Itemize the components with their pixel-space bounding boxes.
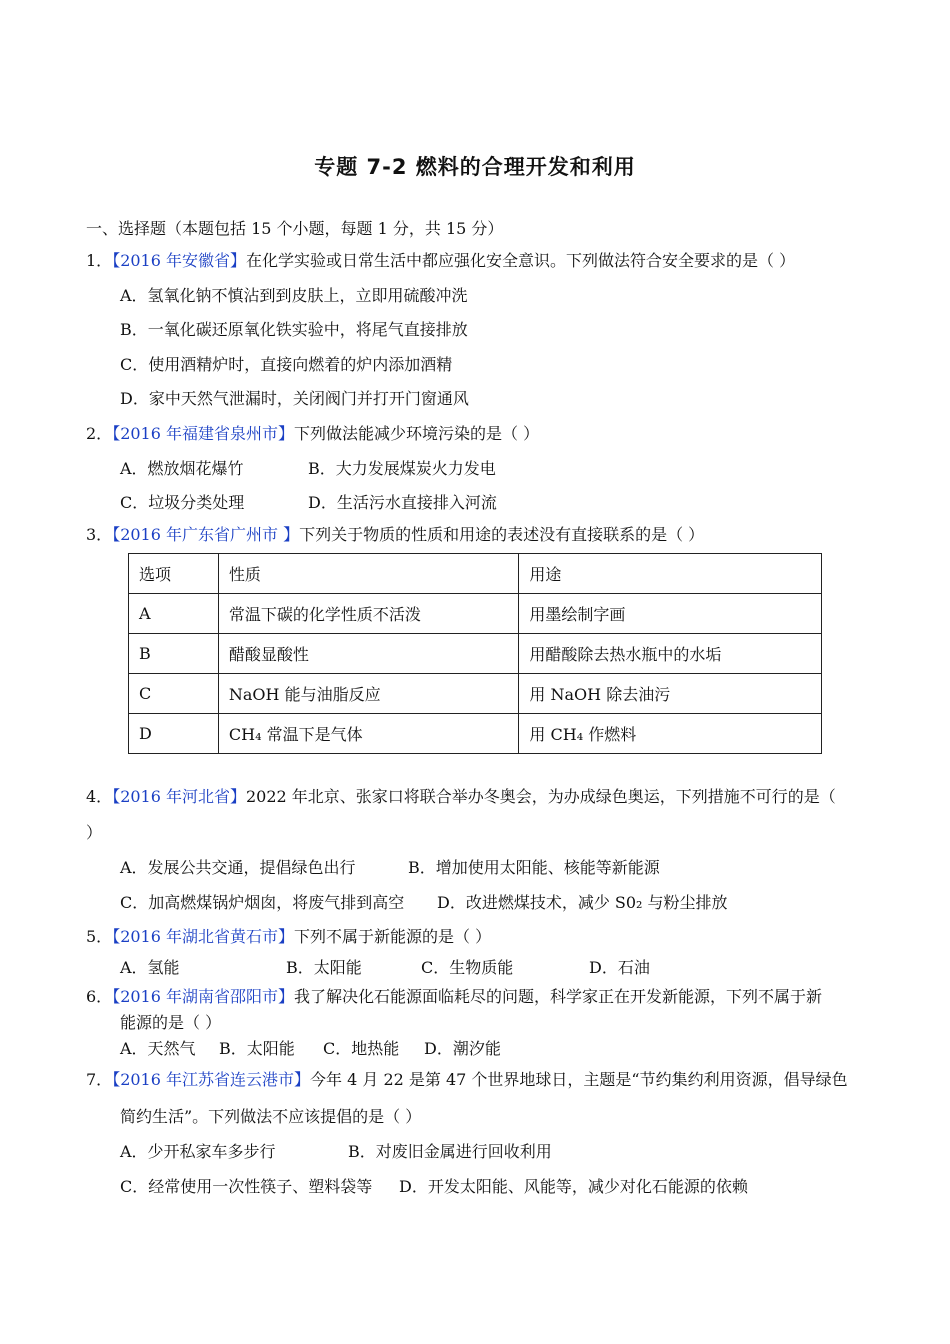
table-cell: 用 CH₄ 作燃料 <box>519 714 822 754</box>
table-cell: D <box>129 714 219 754</box>
option-c: C．经常使用一次性筷子、塑料袋等 <box>120 1177 373 1196</box>
option-a: A．少开私家车多步行 <box>120 1142 276 1161</box>
option-d: D．家中天然气泄漏时，关闭阀门并打开门窗通风 <box>120 389 469 408</box>
question-text: 我了解决化石能源面临耗尽的问题，科学家正在开发新能源，下列不属于新 <box>294 987 823 1006</box>
question-source: 【2016 年广东省广州市 】 <box>112 525 300 544</box>
option-a: A．氢氧化钠不慎沾到到皮肤上，立即用硫酸冲洗 <box>120 286 468 305</box>
option-c: C．加高燃煤锅炉烟囱，将废气排到高空 <box>120 893 405 912</box>
question-source: 【2016 年江苏省连云港市】 <box>112 1070 310 1089</box>
option-b: B．对废旧金属进行回收利用 <box>348 1142 552 1161</box>
option-b: B．大力发展煤炭火力发电 <box>308 459 496 478</box>
option-a: A．天然气 <box>120 1039 196 1058</box>
option-d: D．改进燃煤技术，减少 S0₂ 与粉尘排放 <box>437 893 728 912</box>
table-cell: B <box>129 634 219 674</box>
option-b: B．增加使用太阳能、核能等新能源 <box>408 858 660 877</box>
question-number: 4． <box>86 787 113 806</box>
option-d: D．潮汐能 <box>424 1039 501 1058</box>
table-row <box>129 714 822 754</box>
option-c: C．垃圾分类处理 <box>120 493 245 512</box>
question-text: 在化学实验或日常生活中都应强化安全意识。下列做法符合安全要求的是（ ） <box>246 251 796 270</box>
question-text: 下列不属于新能源的是（ ） <box>294 927 492 946</box>
option-c: C．地热能 <box>323 1039 400 1058</box>
page-title: 专题 7-2 燃料的合理开发和利用 <box>314 155 636 179</box>
question-5 <box>86 926 491 948</box>
question-source: 【2016 年湖南省邵阳市】 <box>112 987 294 1006</box>
option-b: B．太阳能 <box>219 1039 295 1058</box>
option-c: C．使用酒精炉时，直接向燃着的炉内添加酒精 <box>120 355 453 374</box>
table-row <box>129 674 822 714</box>
table-cell: NaOH 能与油脂反应 <box>218 674 519 714</box>
question-source: 【2016 年湖北省黄石市】 <box>112 927 294 946</box>
table-cell: CH₄ 常温下是气体 <box>218 714 519 754</box>
table-header-cell: 用途 <box>519 554 822 594</box>
question-number: 3． <box>86 525 113 544</box>
table-cell: 常温下碳的化学性质不活泼 <box>218 594 519 634</box>
option-d: D．开发太阳能、风能等，减少对化石能源的依赖 <box>399 1177 748 1196</box>
table-cell: A <box>129 594 219 634</box>
table-cell: 醋酸显酸性 <box>218 634 519 674</box>
question-text-continued: 能源的是（ ） <box>120 1013 222 1032</box>
table-cell: 用 NaOH 除去油污 <box>519 674 822 714</box>
option-a: A．发展公共交通，提倡绿色出行 <box>120 858 356 877</box>
option-d: D．石油 <box>589 958 650 977</box>
question-text-continued: ） <box>86 823 103 842</box>
property-use-table <box>128 553 822 754</box>
table-header-cell: 性质 <box>218 554 519 594</box>
table-cell: 用墨绘制字画 <box>519 594 822 634</box>
question-source: 【2016 年河北省】 <box>112 787 246 806</box>
question-number: 7． <box>86 1070 113 1089</box>
section-heading: 一、选择题（本题包括 15 个小题，每题 1 分，共 15 分） <box>86 219 504 238</box>
table-header-row <box>129 554 822 594</box>
question-text: 今年 4 月 22 是第 47 个世界地球日，主题是“节约集约利用资源，倡导绿色 <box>310 1070 848 1089</box>
question-6 <box>86 986 822 1008</box>
question-text: 下列关于物质的性质和用途的表述没有直接联系的是（ ） <box>299 525 705 544</box>
option-a: A．氢能 <box>120 958 180 977</box>
option-a: A．燃放烟花爆竹 <box>120 459 244 478</box>
question-number: 5． <box>86 927 113 946</box>
question-text-continued: 简约生活”。下列做法不应该提倡的是（ ） <box>120 1107 422 1126</box>
question-number: 1． <box>86 251 113 270</box>
question-source: 【2016 年福建省泉州市】 <box>112 424 294 443</box>
question-source: 【2016 年安徽省】 <box>112 251 246 270</box>
table-header-cell: 选项 <box>129 554 219 594</box>
table-row <box>129 634 822 674</box>
question-text: 2022 年北京、张家口将联合举办冬奥会，为办成绿色奥运，下列措施不可行的是（ <box>246 787 836 806</box>
question-3 <box>86 524 704 546</box>
question-7 <box>86 1069 848 1091</box>
option-b: B．太阳能 <box>286 958 362 977</box>
option-b: B．一氧化碳还原氧化铁实验中，将尾气直接排放 <box>120 320 468 339</box>
question-1 <box>86 250 795 272</box>
option-d: D．生活污水直接排入河流 <box>308 493 497 512</box>
table-cell: 用醋酸除去热水瓶中的水垢 <box>519 634 822 674</box>
question-number: 6． <box>86 987 113 1006</box>
question-number: 2． <box>86 424 113 443</box>
question-4 <box>86 786 836 808</box>
table-row <box>129 594 822 634</box>
question-text: 下列做法能减少环境污染的是（ ） <box>294 424 540 443</box>
question-2 <box>86 423 539 445</box>
table-cell: C <box>129 674 219 714</box>
option-c: C．生物质能 <box>421 958 514 977</box>
